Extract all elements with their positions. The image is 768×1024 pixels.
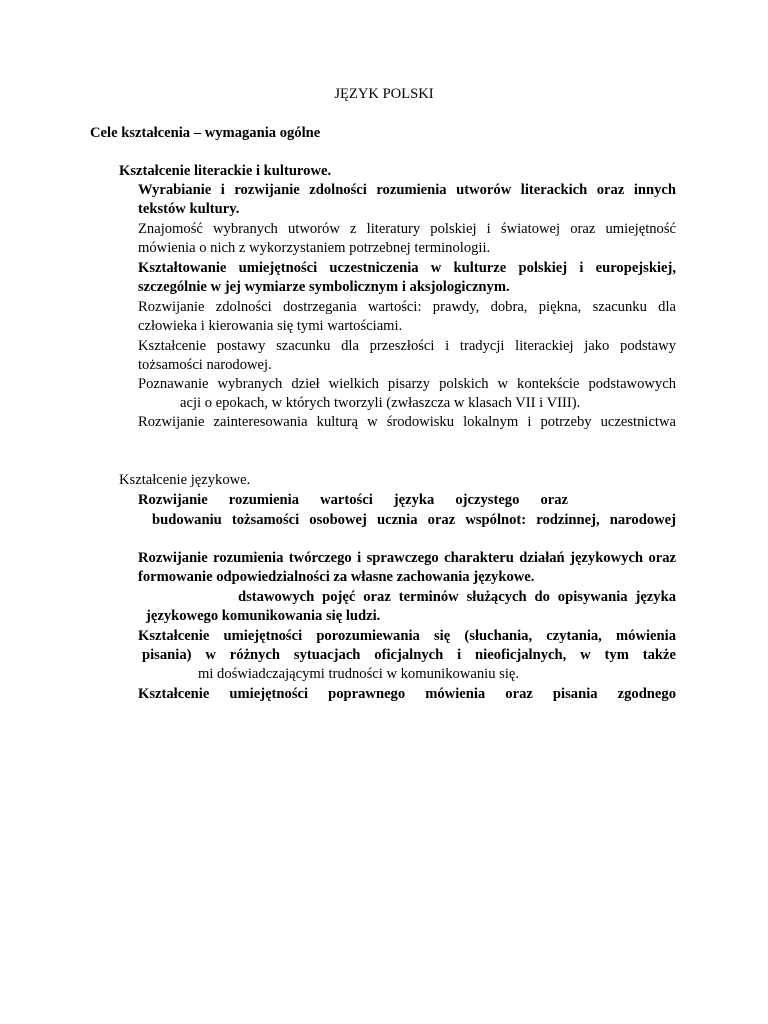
language-paragraph-1-line-1: Rozwijanie rozumienia wartości języka ojczystego oraz — [138, 492, 568, 508]
literary-paragraph-1: Wyrabianie i rozwijanie zdolności rozumienia utworów literackich oraz innych tekstów kultury. — [138, 182, 676, 217]
literary-paragraph-7: Rozwijanie zainteresowania kulturą w środowisku lokalnym i potrzeby uczestnictwa — [138, 414, 676, 430]
literary-paragraph-2: Znajomość wybranych utworów z literatury polskiej i światowej oraz umiejętność mówienia o nich z wykorzystaniem potrzebnej terminologii. — [138, 221, 676, 256]
section-heading: Cele kształcenia – wymagania ogólne — [90, 125, 321, 141]
language-paragraph-1-line-2: budowaniu tożsamości osobowej ucznia oraz wspólnot: rodzinnej, narodowej — [152, 512, 676, 528]
literary-paragraph-6-line-1: Poznawanie wybranych dzieł wielkich pisarzy polskich w kontekście podstawowych — [138, 376, 676, 392]
language-paragraph-4-line-2: pisania) w różnych sytuacjach oficjalnych i nieoficjalnych, w tym także — [142, 647, 676, 663]
language-paragraph-2: Rozwijanie rozumienia twórczego i sprawczego charakteru działań językowych oraz formowanie odpowiedzialności za własne zachowania językowe. — [138, 550, 676, 585]
literary-paragraph-3: Kształtowanie umiejętności uczestniczenia w kulturze polskiej i europejskiej, szczególnie w jej wymiarze symbolicznym i aksjologicznym. — [138, 260, 676, 295]
document-title: JĘZYK POLSKI — [334, 86, 434, 102]
language-paragraph-4-line-1: Kształcenie umiejętności porozumiewania się (słuchania, czytania, mówienia — [138, 628, 676, 644]
language-paragraph-4-line-3: mi doświadczającymi trudności w komunikowaniu się. — [198, 666, 519, 682]
literary-paragraph-6-line-2: acji o epokach, w których tworzyli (zwłaszcza w klasach VII i VIII). — [180, 395, 581, 411]
section-literary-title: Kształcenie literackie i kulturowe. — [119, 163, 332, 179]
language-paragraph-5: Kształcenie umiejętności poprawnego mówienia oraz pisania zgodnego — [138, 686, 676, 702]
language-paragraph-3-line-1: dstawowych pojęć oraz terminów służących do opisywania języka — [238, 589, 676, 605]
section-language-title: Kształcenie językowe. — [119, 472, 251, 488]
language-paragraph-3-line-2: językowego komunikowania się ludzi. — [146, 608, 381, 624]
literary-paragraph-4: Rozwijanie zdolności dostrzegania wartości: prawdy, dobra, piękna, szacunku dla człowieka i kierowania się tymi wartościami. — [138, 299, 676, 334]
literary-paragraph-5: Kształcenie postawy szacunku dla przeszłości i tradycji literackiej jako podstawy tożsamości narodowej. — [138, 338, 676, 373]
